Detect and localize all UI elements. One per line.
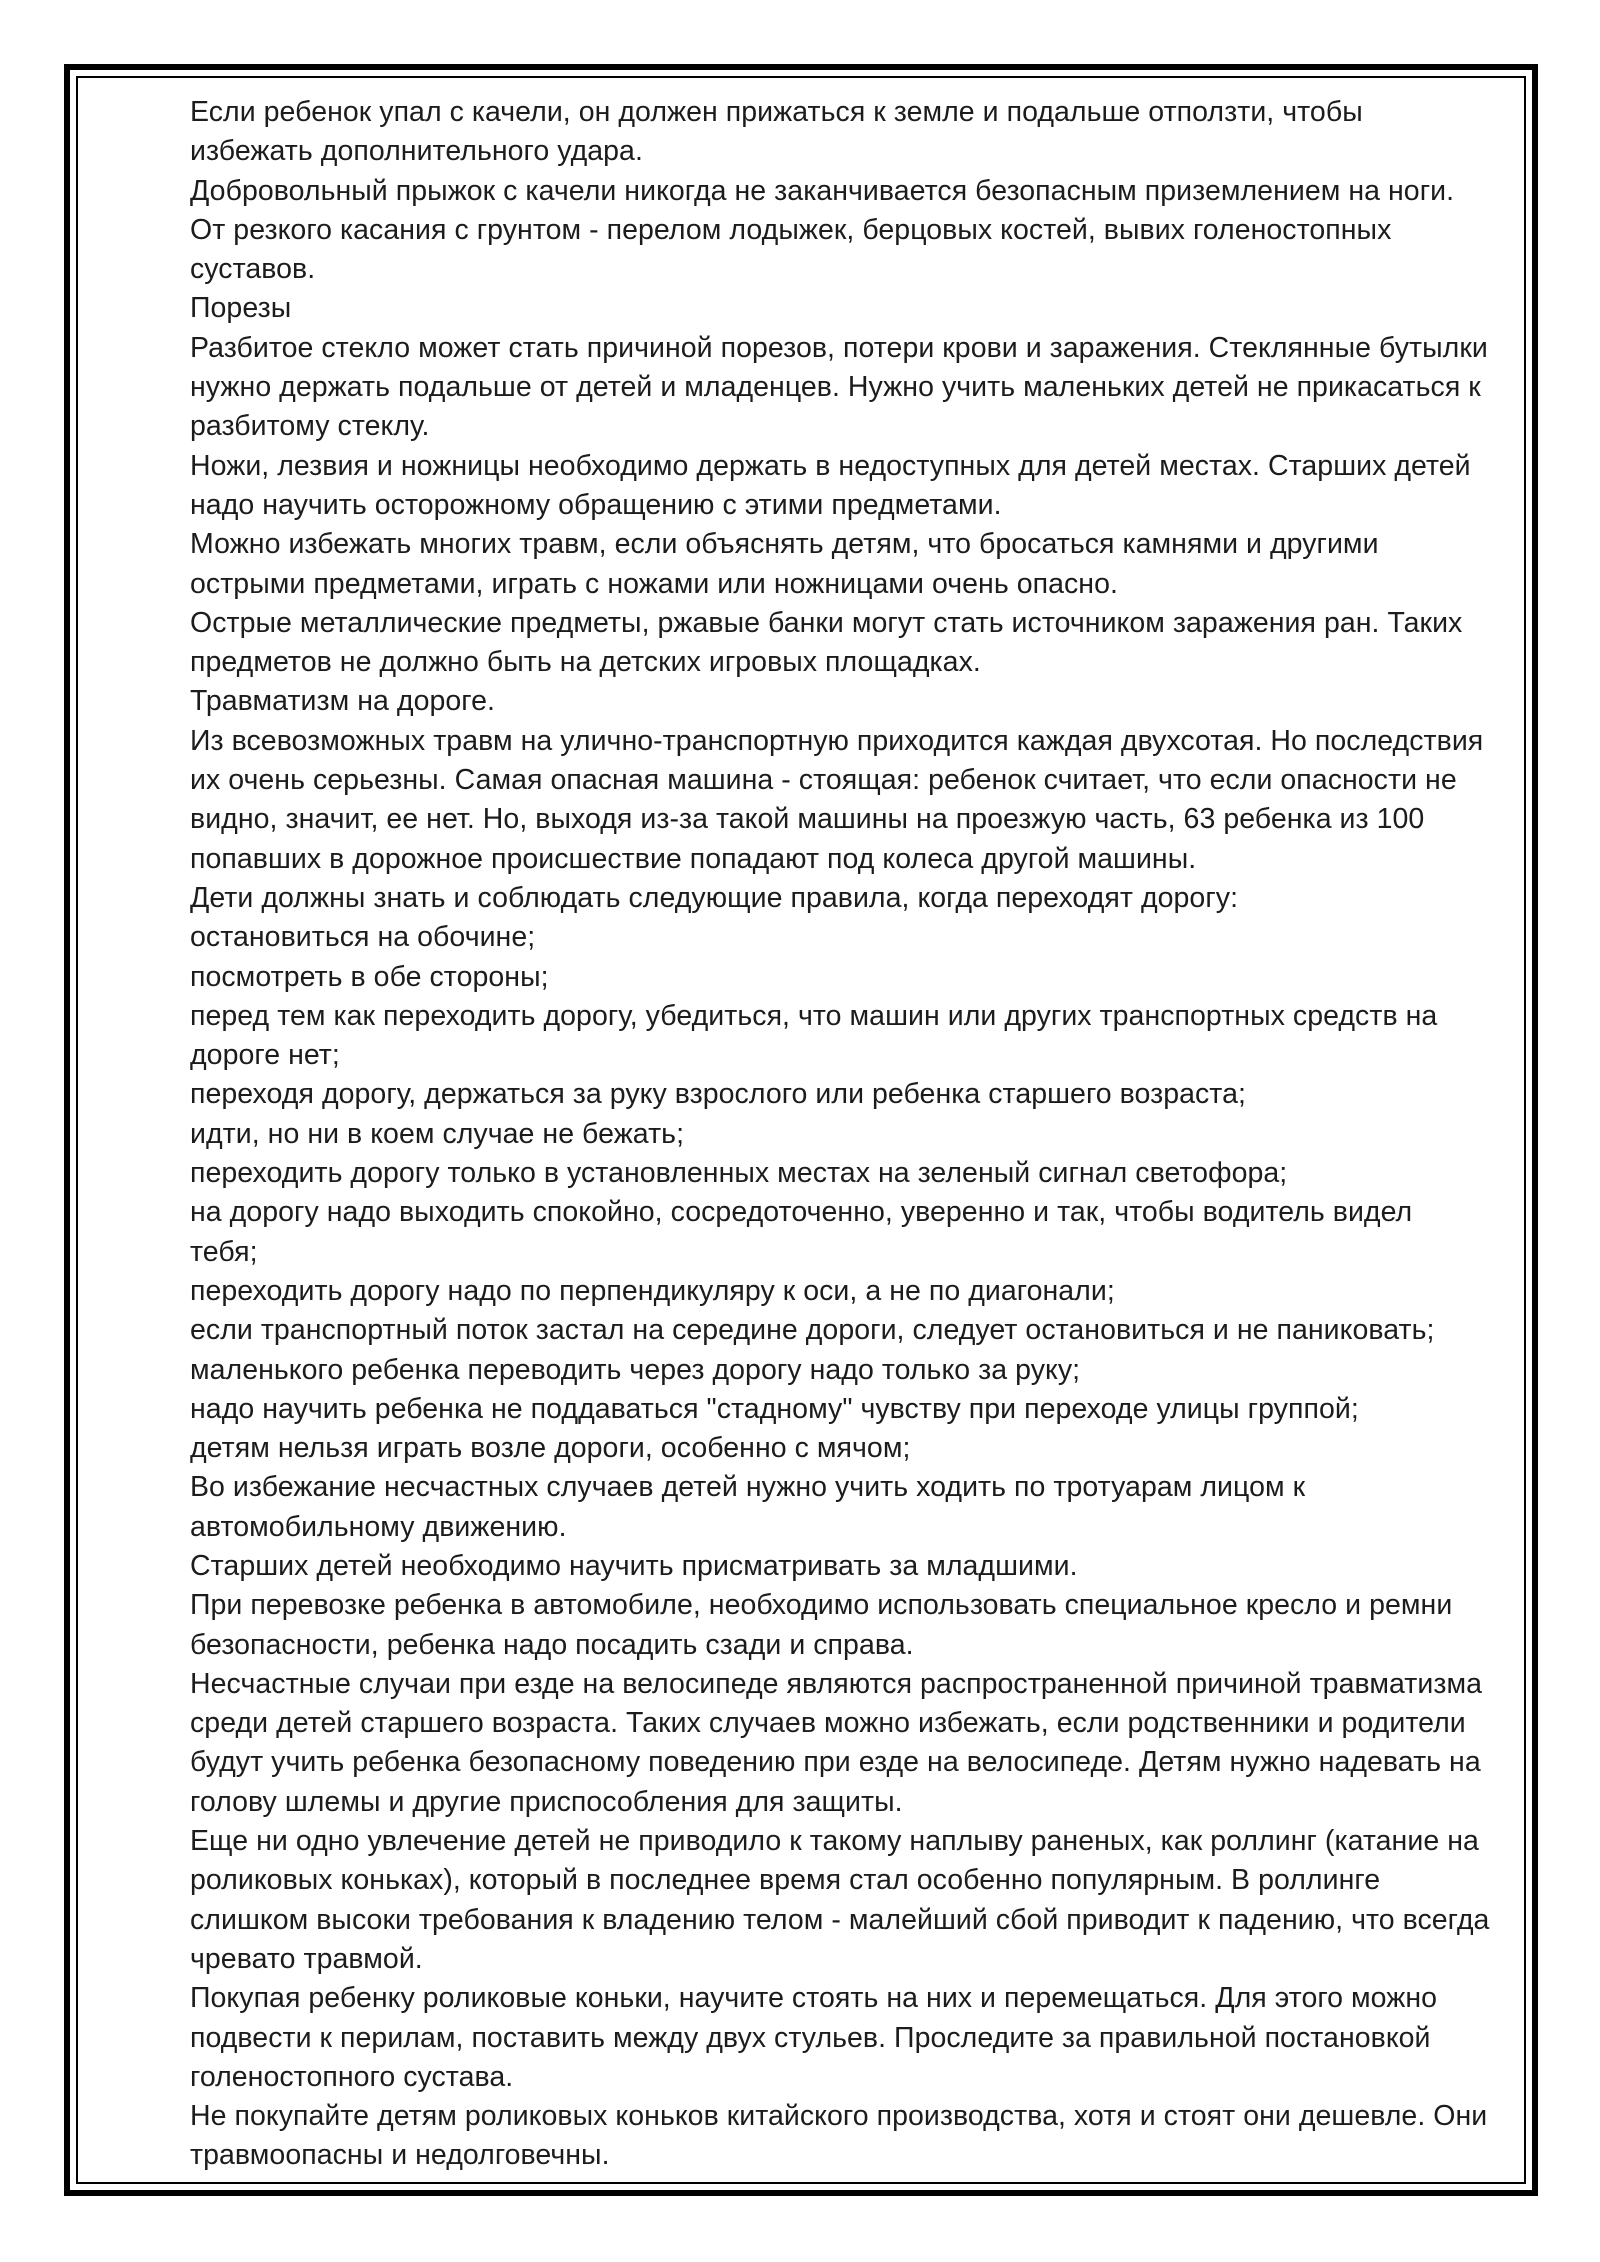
text-line: нужно держать подальше от детей и младенцев. Нужно учить маленьких детей не прикасаться к (190, 371, 1481, 404)
text-line: Не покупайте детям роликовых коньков китайского производства, хотя и стоят они дешевле. Они (190, 2100, 1488, 2133)
text-line: Добровольный прыжок с качели никогда не заканчивается безопасным приземлением на ноги. (190, 174, 1455, 207)
text-line: остановиться на обочине; (190, 921, 536, 954)
text-line: От резкого касания с грунтом - перелом лодыжек, берцовых костей, вывих голеностопных (190, 213, 1392, 246)
text-line: Травматизм на дороге. (190, 685, 495, 718)
text-line: тебя; (190, 1235, 258, 1268)
text-line: Еще ни одно увлечение детей не приводило к такому наплыву раненых, как роллинг (катание на (190, 1825, 1479, 1858)
text-line: Несчастные случаи при езде на велосипеде являются распространенной причиной травматизма (190, 1667, 1482, 1700)
text-line: избежать дополнительного удара. (190, 135, 643, 168)
text-line: острыми предметами, играть с ножами или ножницами очень опасно. (190, 567, 1118, 600)
document-body (190, 93, 1542, 2172)
text-line: роликовых коньках), который в последнее время стал особенно популярным. В роллинге (190, 1864, 1381, 1897)
text-line: предметов не должно быть на детских игровых площадках. (190, 646, 981, 679)
text-line: При перевозке ребенка в автомобиле, необходимо использовать специальное кресло и ремни (190, 1589, 1453, 1622)
text-line: суставов. (190, 253, 316, 286)
text-line: надо научить осторожному обращению с этими предметами. (190, 488, 1002, 521)
text-line: Острые металлические предметы, ржавые банки могут стать источником заражения ран. Таких (190, 606, 1463, 639)
text-line: травмоопасны и недолговечны. (190, 2139, 610, 2172)
text-line: видно, значит, ее нет. Но, выходя из-за такой машины на проезжую часть, 63 ребенка из 100 (190, 803, 1425, 836)
text-line: безопасности, ребенка надо посадить сзади и справа. (190, 1628, 914, 1661)
text-line: Разбитое стекло может стать причиной порезов, потери крови и заражения. Стеклянные бутылки (190, 331, 1488, 364)
text-line: чревато травмой. (190, 1942, 423, 1975)
text-line: голеностопного сустава. (190, 2060, 514, 2093)
text-line: попавших в дорожное происшествие попадают под колеса другой машины. (190, 842, 1197, 875)
text-line: Если ребенок упал с качели, он должен прижаться к земле и подальше отползти, чтобы (190, 96, 1363, 128)
text-line: автомобильному движению. (190, 1510, 567, 1543)
text-line: голову шлемы и другие приспособления для защиты. (190, 1785, 903, 1818)
text-line: если транспортный поток застал на середине дороги, следует остановиться и не паниковать; (190, 1314, 1435, 1347)
text-line: переходить дорогу только в установленных местах на зеленый сигнал светофора; (190, 1157, 1288, 1190)
text-line: Во избежание несчастных случаев детей нужно учить ходить по тротуарам лицом к (190, 1471, 1306, 1504)
text-line: на дорогу надо выходить спокойно, сосредоточенно, уверенно и так, чтобы водитель видел (190, 1196, 1413, 1229)
text-line: маленького ребенка переводить через дорогу надо только за руку; (190, 1353, 1081, 1386)
text-line: Из всевозможных травм на улично-транспортную приходится каждая двухсотая. Но последствия (190, 724, 1484, 757)
text-line: их очень серьезны. Самая опасная машина - стоящая: ребенок считает, что если опасности не (190, 764, 1457, 797)
text-line: будут учить ребенка безопасному поведению при езде на велосипеде. Детям нужно надевать на (190, 1746, 1481, 1779)
text-line: Ножи, лезвия и ножницы необходимо держать в недоступных для детей местах. Старших детей (190, 449, 1471, 482)
text-line: переходить дорогу надо по перпендикуляру к оси, а не по диагонали; (190, 1274, 1115, 1307)
text-line: слишком высоки требования к владению телом - малейший сбой приводит к падению, что всегда (190, 1903, 1490, 1936)
text-line: Порезы (190, 292, 292, 325)
text-line: Старших детей необходимо научить присматривать за младшими. (190, 1549, 1078, 1582)
text-line: надо научить ребенка не поддаваться "стадному" чувству при переходе улицы группой; (190, 1392, 1359, 1425)
text-line: идти, но ни в коем случае не бежать; (190, 1117, 685, 1150)
text-line: Дети должны знать и соблюдать следующие правила, когда переходят дорогу: (190, 881, 1239, 914)
text-line: посмотреть в обе стороны; (190, 960, 549, 993)
text-line: разбитому стеклу. (190, 410, 430, 443)
text-line: Можно избежать многих травм, если объяснять детям, что бросаться камнями и другими (190, 528, 1379, 561)
text-line: Покупая ребенку роликовые коньки, научите стоять на них и перемещаться. Для этого можно (190, 1982, 1438, 2015)
text-line: переходя дорогу, держаться за руку взрослого или ребенка старшего возраста; (190, 1078, 1246, 1111)
text-line: среди детей старшего возраста. Таких случаев можно избежать, если родственники и родители (190, 1707, 1466, 1740)
text-line: перед тем как переходить дорогу, убедиться, что машин или других транспортных средств на (190, 999, 1438, 1032)
text-line: детям нельзя играть возле дороги, особенно с мячом; (190, 1432, 911, 1465)
text-line: подвести к перилам, поставить между двух стульев. Проследите за правильной постановкой (190, 2021, 1431, 2054)
text-line: дороге нет; (190, 1039, 340, 1072)
